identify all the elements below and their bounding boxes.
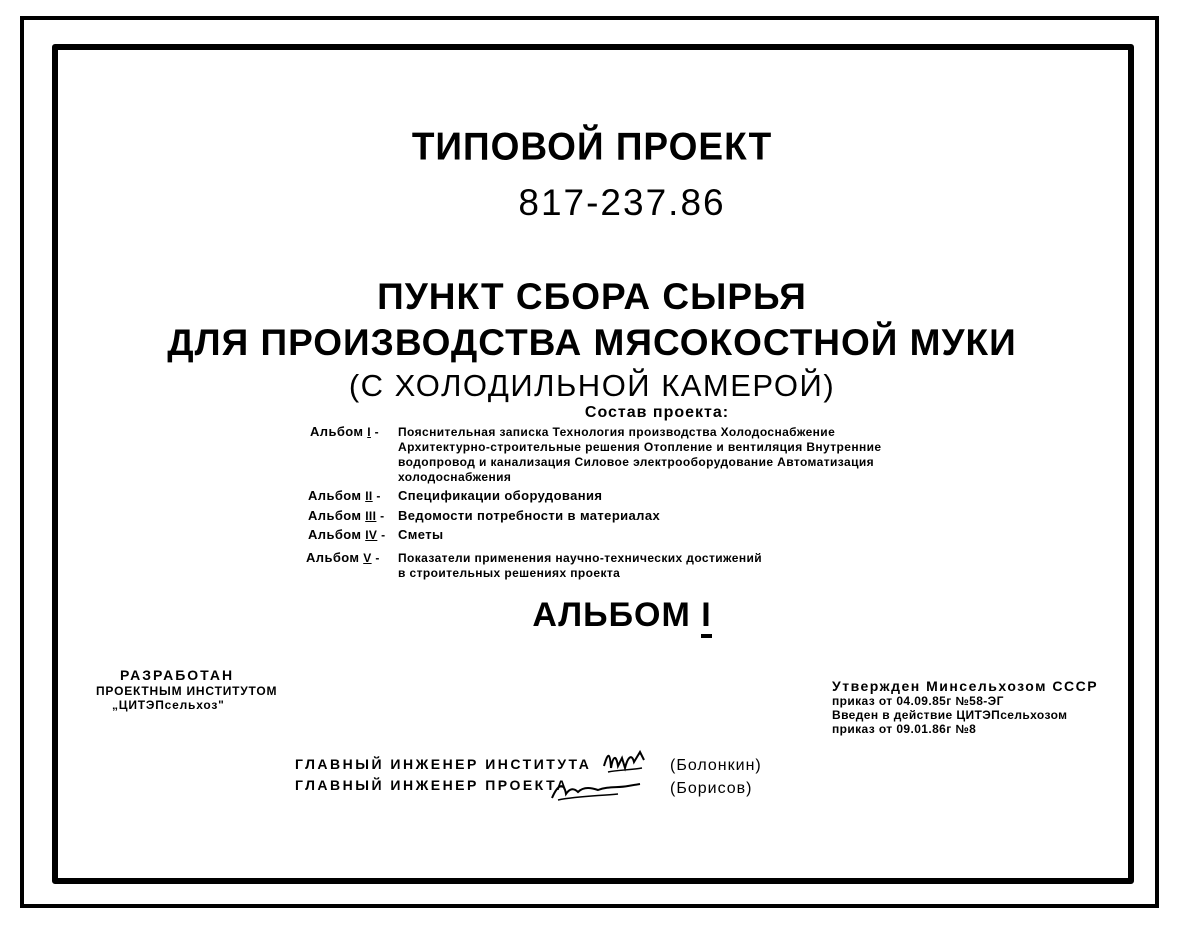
album-4-desc: Сметы bbox=[398, 527, 444, 542]
album-label: Альбом bbox=[308, 508, 362, 523]
developer-org: ПРОЕКТНЫМ ИНСТИТУТОМ bbox=[96, 684, 278, 698]
developer-name: „ЦИТЭПсельхоз" bbox=[112, 698, 225, 712]
album-roman: I bbox=[367, 425, 371, 439]
album-label: Альбом bbox=[308, 527, 362, 542]
approval-order-2: приказ от 09.01.86г №8 bbox=[832, 722, 977, 736]
album-roman: V bbox=[363, 551, 372, 565]
album-roman: II bbox=[365, 489, 373, 503]
album-roman: III bbox=[365, 509, 377, 523]
album-5-desc-2: в строительных решениях проекта bbox=[398, 566, 621, 580]
album-1-desc-3: водопровод и канализация Силовое электрооборудование Автоматизация bbox=[398, 455, 875, 469]
approval-order-1: приказ от 04.09.85г №58-ЭГ bbox=[832, 694, 1004, 708]
signature-borisov bbox=[548, 778, 648, 804]
chief-engineer-project-role: ГЛАВНЫЙ ИНЖЕНЕР ПРОЕКТА bbox=[295, 777, 569, 793]
chief-engineer-institute-role: ГЛАВНЫЙ ИНЖЕНЕР ИНСТИТУТА bbox=[295, 756, 592, 772]
approval-enacted: Введен в действие ЦИТЭПсельхозом bbox=[832, 708, 1068, 722]
album-4-row: Альбом IV - bbox=[308, 527, 386, 542]
project-number: 817-237.86 bbox=[518, 182, 726, 223]
composition-title: Состав проекта: bbox=[584, 404, 730, 421]
signer-name-bolonkin: (Болонкин) bbox=[670, 757, 762, 774]
approval-head: Утвержден Минсельхозом СССР bbox=[832, 678, 1099, 694]
type-project-title: ТИПОВОЙ ПРОЕКТ bbox=[411, 124, 773, 168]
album-3-row: Альбом III - bbox=[308, 508, 385, 523]
current-album-label: АЛЬБОМ bbox=[532, 596, 691, 634]
album-label: Альбом bbox=[308, 488, 362, 503]
album-1-desc-4: холодоснабжения bbox=[398, 470, 512, 484]
album-2-row: Альбом II - bbox=[308, 488, 381, 503]
project-name-line3: (С ХОЛОДИЛЬНОЙ КАМЕРОЙ) bbox=[348, 368, 836, 403]
album-label: Альбом bbox=[306, 550, 360, 565]
project-name-line2: ДЛЯ ПРОИЗВОДСТВА МЯСОКОСТНОЙ МУКИ bbox=[167, 322, 1017, 363]
current-album bbox=[60, 596, 1184, 635]
album-3-desc: Ведомости потребности в материалах bbox=[398, 508, 661, 523]
album-1-row: Альбом I - bbox=[310, 424, 380, 439]
album-1-desc-2: Архитектурно-строительные решения Отопление и вентиляция Внутренние bbox=[398, 440, 882, 454]
album-1-desc-1: Пояснительная записка Технология производства Холодоснабжение bbox=[398, 425, 836, 439]
album-2-desc: Спецификации оборудования bbox=[398, 488, 603, 503]
signature-bolonkin bbox=[600, 748, 650, 778]
album-5-row: Альбом V - bbox=[306, 550, 380, 565]
project-name-line1: ПУНКТ СБОРА СЫРЬЯ bbox=[377, 276, 807, 317]
current-album-roman: I bbox=[701, 596, 711, 638]
album-5-desc-1: Показатели применения научно-технических достижений bbox=[398, 551, 763, 565]
album-label: Альбом bbox=[310, 424, 364, 439]
signer-name-borisov: (Борисов) bbox=[670, 780, 753, 797]
developer-title: РАЗРАБОТАН bbox=[120, 667, 235, 683]
album-roman: IV bbox=[365, 528, 378, 542]
